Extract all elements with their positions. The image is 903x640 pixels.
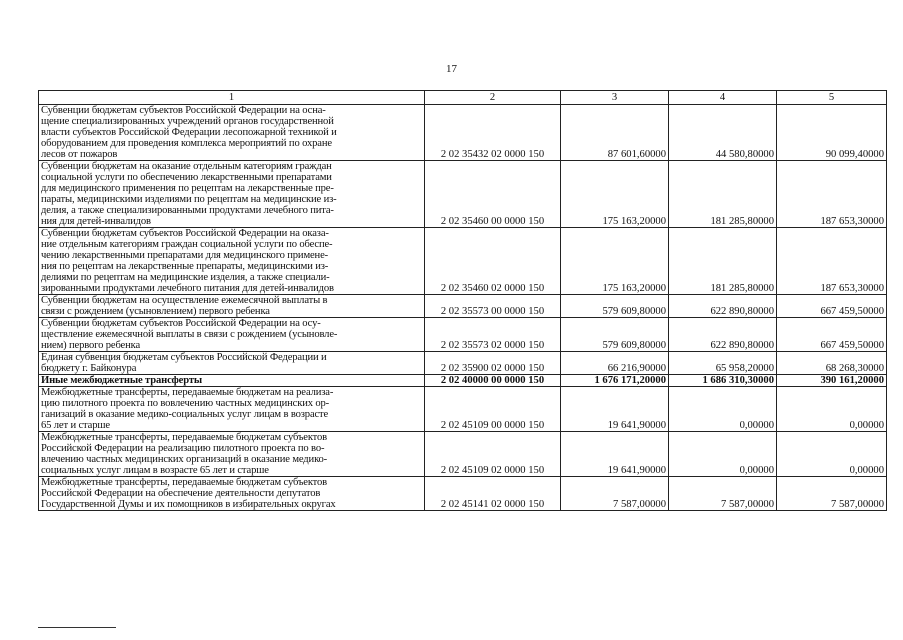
table-header-row xyxy=(39,91,887,105)
row-description: Субвенции бюджетам субъектов Российской Федерации на осу- ществление ежемесячной выплаты в связи с рождением (усыновле- нием) первого ребенка xyxy=(39,318,425,352)
row-value-col5: 187 653,30000 xyxy=(777,228,887,295)
column-header: 1 xyxy=(39,91,425,105)
table-row xyxy=(39,105,887,161)
row-value-col5: 667 459,50000 xyxy=(777,295,887,318)
row-code: 2 02 45109 00 0000 150 xyxy=(425,387,561,432)
row-code: 2 02 35573 00 0000 150 xyxy=(425,295,561,318)
table-row xyxy=(39,477,887,511)
row-description: Межбюджетные трансферты, передаваемые бюджетам субъектов Российской Федерации на реализацию пилотного проекта по во- влечению частных медицинских организаций в оказание медико- социальных услуг лицам в возрасте 65 лет и старше xyxy=(39,432,425,477)
row-value-col3: 19 641,90000 xyxy=(561,387,669,432)
row-description: Субвенции бюджетам субъектов Российской Федерации на осна- щение специализированных учреждений органов государственной власти субъектов Российской Федерации лесопожарной техникой и оборудованием для проведения комплекса мероприятий по охране лесов от пожаров xyxy=(39,105,425,161)
row-description: Межбюджетные трансферты, передаваемые бюджетам субъектов Российской Федерации на обеспечение деятельности депутатов Государственной Думы и их помощников в избирательных округах xyxy=(39,477,425,511)
row-value-col5: 90 099,40000 xyxy=(777,105,887,161)
row-value-col3: 579 609,80000 xyxy=(561,318,669,352)
row-value-col3: 66 216,90000 xyxy=(561,352,669,375)
row-description: Субвенции бюджетам на оказание отдельным категориям граждан социальной услуги по обеспечению лекарственными препаратами для медицинского применения по рецептам на лекарственные пре- параты, медицинскими изделиями по рецептам на медицинские из- делия, а также специализированными продуктами лечебного пита- ния для детей-инвалидов xyxy=(39,161,425,228)
table-row xyxy=(39,295,887,318)
row-code: 2 02 45141 02 0000 150 xyxy=(425,477,561,511)
row-value-col5: 7 587,00000 xyxy=(777,477,887,511)
budget-table xyxy=(38,90,887,511)
row-value-col5: 0,00000 xyxy=(777,387,887,432)
row-code: 2 02 35900 02 0000 150 xyxy=(425,352,561,375)
row-code: 2 02 35432 02 0000 150 xyxy=(425,105,561,161)
table-row xyxy=(39,375,887,387)
table-row xyxy=(39,228,887,295)
row-code: 2 02 35573 02 0000 150 xyxy=(425,318,561,352)
row-value-col3: 87 601,60000 xyxy=(561,105,669,161)
row-value-col5: 68 268,30000 xyxy=(777,352,887,375)
table-row xyxy=(39,432,887,477)
row-description: Иные межбюджетные трансферты xyxy=(39,375,425,387)
row-description: Единая субвенция бюджетам субъектов Российской Федерации и бюджету г. Байконура xyxy=(39,352,425,375)
column-header: 5 xyxy=(777,91,887,105)
row-value-col4: 1 686 310,30000 xyxy=(669,375,777,387)
row-description: Субвенции бюджетам на осуществление ежемесячной выплаты в связи с рождением (усыновлением) первого ребенка xyxy=(39,295,425,318)
page-number: 17 xyxy=(446,63,457,75)
row-value-col4: 0,00000 xyxy=(669,387,777,432)
column-header: 2 xyxy=(425,91,561,105)
row-value-col4: 65 958,20000 xyxy=(669,352,777,375)
row-value-col5: 187 653,30000 xyxy=(777,161,887,228)
row-value-col3: 1 676 171,20000 xyxy=(561,375,669,387)
row-code: 2 02 45109 02 0000 150 xyxy=(425,432,561,477)
table-row xyxy=(39,161,887,228)
row-value-col3: 7 587,00000 xyxy=(561,477,669,511)
row-value-col4: 0,00000 xyxy=(669,432,777,477)
row-value-col5: 667 459,50000 xyxy=(777,318,887,352)
row-code: 2 02 40000 00 0000 150 xyxy=(425,375,561,387)
row-value-col3: 19 641,90000 xyxy=(561,432,669,477)
row-description: Межбюджетные трансферты, передаваемые бюджетам на реализа- цию пилотного проекта по вовлечению частных медицинских ор- ганизаций в оказание медико-социальных услуг лицам в возрасте 65 лет и старше xyxy=(39,387,425,432)
row-value-col5: 0,00000 xyxy=(777,432,887,477)
footnote-rule xyxy=(38,627,116,628)
table-row xyxy=(39,352,887,375)
row-value-col3: 579 609,80000 xyxy=(561,295,669,318)
column-header: 4 xyxy=(669,91,777,105)
row-description: Субвенции бюджетам субъектов Российской Федерации на оказа- ние отдельным категориям граждан социальной услуги по обеспе- чению лекарственными препаратами для медицинского примене- ния по рецептам на лекарственные препараты, медицинскими из- делиями по рецептам на медицинские изделия, а также специали- зированными продуктами лечебного питания для детей-инвалидов xyxy=(39,228,425,295)
row-value-col4: 7 587,00000 xyxy=(669,477,777,511)
row-value-col4: 622 890,80000 xyxy=(669,295,777,318)
column-header: 3 xyxy=(561,91,669,105)
row-code: 2 02 35460 02 0000 150 xyxy=(425,228,561,295)
row-code: 2 02 35460 00 0000 150 xyxy=(425,161,561,228)
row-value-col4: 181 285,80000 xyxy=(669,161,777,228)
row-value-col3: 175 163,20000 xyxy=(561,228,669,295)
row-value-col5: 390 161,20000 xyxy=(777,375,887,387)
row-value-col3: 175 163,20000 xyxy=(561,161,669,228)
table-row xyxy=(39,318,887,352)
row-value-col4: 181 285,80000 xyxy=(669,228,777,295)
row-value-col4: 44 580,80000 xyxy=(669,105,777,161)
table-row xyxy=(39,387,887,432)
row-value-col4: 622 890,80000 xyxy=(669,318,777,352)
